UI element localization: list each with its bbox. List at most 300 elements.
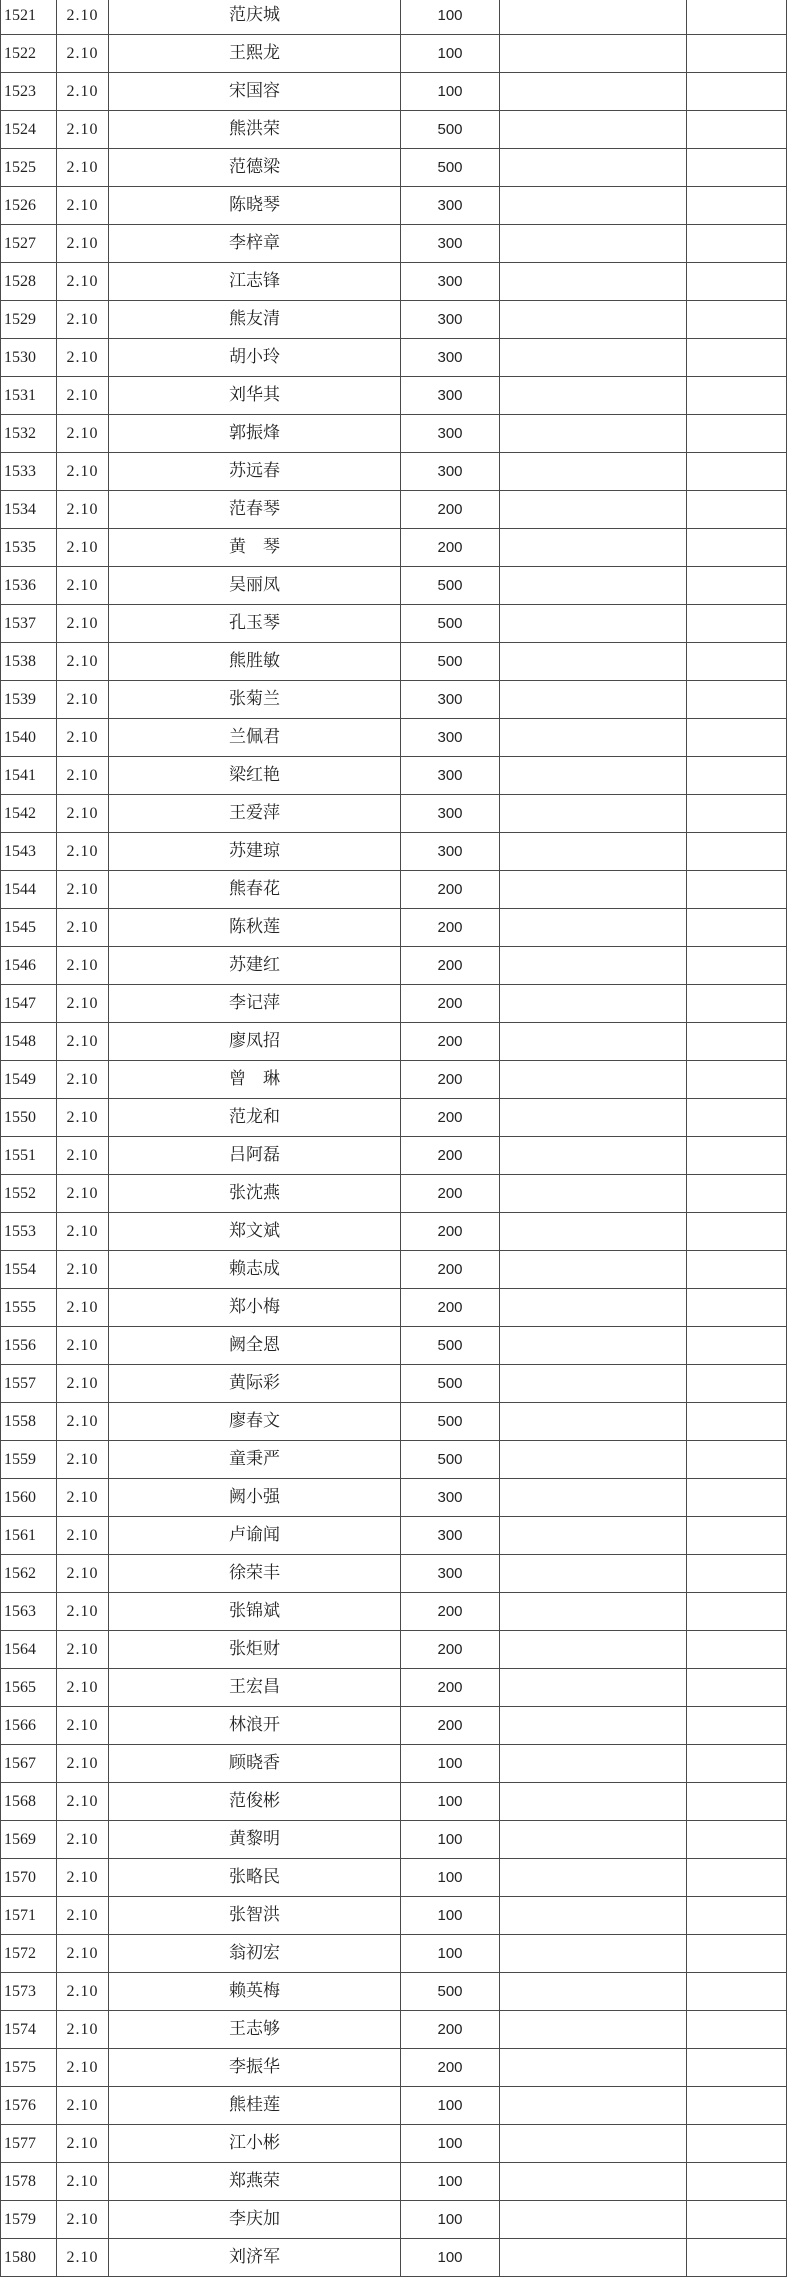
- date-cell: 2.10: [57, 947, 109, 985]
- table-row: [1, 1859, 787, 1897]
- table-row: [1, 111, 787, 149]
- table-row: [1, 1213, 787, 1251]
- row-number-cell: 1546: [1, 947, 57, 985]
- row-number-cell: 1564: [1, 1631, 57, 1669]
- empty-cell: [687, 795, 787, 833]
- table-row: [1, 149, 787, 187]
- row-number-cell: 1574: [1, 2011, 57, 2049]
- amount-cell: 300: [401, 1517, 500, 1555]
- row-number-cell: 1571: [1, 1897, 57, 1935]
- table-row: [1, 909, 787, 947]
- empty-cell: [687, 1707, 787, 1745]
- table-row: [1, 263, 787, 301]
- amount-cell: 100: [401, 1821, 500, 1859]
- date-cell: 2.10: [57, 985, 109, 1023]
- name-cell: 熊洪荣: [109, 111, 401, 149]
- empty-cell: [687, 681, 787, 719]
- date-cell: 2.10: [57, 1061, 109, 1099]
- name-cell: 刘华其: [109, 377, 401, 415]
- amount-cell: 300: [401, 301, 500, 339]
- table-row: [1, 1783, 787, 1821]
- amount-cell: 300: [401, 1479, 500, 1517]
- empty-cell: [500, 833, 687, 871]
- name-cell: 王爱萍: [109, 795, 401, 833]
- name-cell: 阙全恩: [109, 1327, 401, 1365]
- table-row: [1, 1441, 787, 1479]
- empty-cell: [500, 1023, 687, 1061]
- table-row: [1, 605, 787, 643]
- empty-cell: [500, 1707, 687, 1745]
- empty-cell: [687, 1593, 787, 1631]
- row-number-cell: 1543: [1, 833, 57, 871]
- name-cell: 刘济军: [109, 2239, 401, 2277]
- name-cell: 张智洪: [109, 1897, 401, 1935]
- amount-cell: 200: [401, 1175, 500, 1213]
- empty-cell: [500, 681, 687, 719]
- empty-cell: [500, 453, 687, 491]
- amount-cell: 300: [401, 225, 500, 263]
- empty-cell: [500, 339, 687, 377]
- table-row: [1, 1517, 787, 1555]
- date-cell: 2.10: [57, 1023, 109, 1061]
- name-cell: 张菊兰: [109, 681, 401, 719]
- name-cell: 陈晓琴: [109, 187, 401, 225]
- date-cell: 2.10: [57, 2125, 109, 2163]
- date-cell: 2.10: [57, 1137, 109, 1175]
- name-cell: 张锦斌: [109, 1593, 401, 1631]
- empty-cell: [687, 1213, 787, 1251]
- name-cell: 顾晓香: [109, 1745, 401, 1783]
- date-cell: 2.10: [57, 263, 109, 301]
- amount-cell: 200: [401, 1593, 500, 1631]
- empty-cell: [500, 985, 687, 1023]
- table-row: [1, 643, 787, 681]
- date-cell: 2.10: [57, 2087, 109, 2125]
- empty-cell: [500, 2011, 687, 2049]
- amount-cell: 100: [401, 1935, 500, 1973]
- empty-cell: [687, 2163, 787, 2201]
- name-cell: 范龙和: [109, 1099, 401, 1137]
- row-number-cell: 1567: [1, 1745, 57, 1783]
- empty-cell: [687, 1935, 787, 1973]
- row-number-cell: 1559: [1, 1441, 57, 1479]
- table-row: [1, 2125, 787, 2163]
- empty-cell: [687, 567, 787, 605]
- table-row: [1, 567, 787, 605]
- table-row: [1, 1403, 787, 1441]
- empty-cell: [500, 187, 687, 225]
- table-row: [1, 0, 787, 35]
- table-row: [1, 453, 787, 491]
- empty-cell: [687, 1365, 787, 1403]
- empty-cell: [687, 529, 787, 567]
- amount-cell: 100: [401, 2239, 500, 2277]
- name-cell: 范俊彬: [109, 1783, 401, 1821]
- date-cell: 2.10: [57, 1289, 109, 1327]
- amount-cell: 100: [401, 2201, 500, 2239]
- amount-cell: 200: [401, 2049, 500, 2087]
- date-cell: 2.10: [57, 1707, 109, 1745]
- table-row: [1, 1023, 787, 1061]
- amount-cell: 200: [401, 1631, 500, 1669]
- table-row: [1, 871, 787, 909]
- row-number-cell: 1563: [1, 1593, 57, 1631]
- amount-cell: 100: [401, 35, 500, 73]
- empty-cell: [500, 2049, 687, 2087]
- amount-cell: 100: [401, 2163, 500, 2201]
- name-cell: 赖英梅: [109, 1973, 401, 2011]
- date-cell: 2.10: [57, 2239, 109, 2277]
- name-cell: 吴丽凤: [109, 567, 401, 605]
- empty-cell: [500, 1669, 687, 1707]
- empty-cell: [500, 1897, 687, 1935]
- name-cell: 熊桂莲: [109, 2087, 401, 2125]
- empty-cell: [500, 909, 687, 947]
- empty-cell: [687, 1137, 787, 1175]
- table-row: [1, 1099, 787, 1137]
- amount-cell: 200: [401, 1213, 500, 1251]
- amount-cell: 500: [401, 1327, 500, 1365]
- empty-cell: [500, 1365, 687, 1403]
- empty-cell: [687, 2011, 787, 2049]
- empty-cell: [687, 1783, 787, 1821]
- empty-cell: [500, 1251, 687, 1289]
- empty-cell: [687, 605, 787, 643]
- amount-cell: 300: [401, 453, 500, 491]
- empty-cell: [500, 1403, 687, 1441]
- date-cell: 2.10: [57, 187, 109, 225]
- table-row: [1, 377, 787, 415]
- row-number-cell: 1525: [1, 149, 57, 187]
- row-number-cell: 1554: [1, 1251, 57, 1289]
- date-cell: 2.10: [57, 567, 109, 605]
- empty-cell: [687, 2125, 787, 2163]
- row-number-cell: 1547: [1, 985, 57, 1023]
- empty-cell: [500, 871, 687, 909]
- row-number-cell: 1528: [1, 263, 57, 301]
- row-number-cell: 1524: [1, 111, 57, 149]
- empty-cell: [500, 149, 687, 187]
- empty-cell: [687, 1061, 787, 1099]
- row-number-cell: 1522: [1, 35, 57, 73]
- name-cell: 李梓章: [109, 225, 401, 263]
- empty-cell: [500, 1061, 687, 1099]
- row-number-cell: 1566: [1, 1707, 57, 1745]
- date-cell: 2.10: [57, 681, 109, 719]
- table-row: [1, 2087, 787, 2125]
- empty-cell: [500, 1935, 687, 1973]
- table-row: [1, 757, 787, 795]
- row-number-cell: 1538: [1, 643, 57, 681]
- date-cell: 2.10: [57, 1175, 109, 1213]
- name-cell: 苏建红: [109, 947, 401, 985]
- amount-cell: 500: [401, 1403, 500, 1441]
- name-cell: 李记萍: [109, 985, 401, 1023]
- empty-cell: [500, 757, 687, 795]
- date-cell: 2.10: [57, 1479, 109, 1517]
- date-cell: 2.10: [57, 491, 109, 529]
- table-row: [1, 795, 787, 833]
- amount-cell: 200: [401, 985, 500, 1023]
- amount-cell: 200: [401, 871, 500, 909]
- table-row: [1, 1251, 787, 1289]
- table-row: [1, 1137, 787, 1175]
- date-cell: 2.10: [57, 643, 109, 681]
- empty-cell: [500, 795, 687, 833]
- empty-cell: [500, 2125, 687, 2163]
- table-row: [1, 985, 787, 1023]
- name-cell: 王熙龙: [109, 35, 401, 73]
- empty-cell: [687, 833, 787, 871]
- amount-cell: 200: [401, 491, 500, 529]
- name-cell: 曾 琳: [109, 1061, 401, 1099]
- empty-cell: [687, 1289, 787, 1327]
- row-number-cell: 1550: [1, 1099, 57, 1137]
- table-row: [1, 681, 787, 719]
- empty-cell: [500, 2239, 687, 2277]
- table-row: [1, 1479, 787, 1517]
- empty-cell: [500, 1631, 687, 1669]
- date-cell: 2.10: [57, 0, 109, 35]
- empty-cell: [687, 719, 787, 757]
- amount-cell: 200: [401, 909, 500, 947]
- empty-cell: [500, 947, 687, 985]
- empty-cell: [687, 187, 787, 225]
- name-cell: 熊春花: [109, 871, 401, 909]
- empty-cell: [687, 2239, 787, 2277]
- amount-cell: 300: [401, 757, 500, 795]
- empty-cell: [687, 1327, 787, 1365]
- name-cell: 黄际彩: [109, 1365, 401, 1403]
- table-row: [1, 1707, 787, 1745]
- name-cell: 苏远春: [109, 453, 401, 491]
- date-cell: 2.10: [57, 35, 109, 73]
- date-cell: 2.10: [57, 225, 109, 263]
- amount-cell: 200: [401, 1251, 500, 1289]
- name-cell: 江志锋: [109, 263, 401, 301]
- empty-cell: [687, 643, 787, 681]
- amount-cell: 200: [401, 1669, 500, 1707]
- name-cell: 熊友清: [109, 301, 401, 339]
- name-cell: 陈秋莲: [109, 909, 401, 947]
- empty-cell: [500, 111, 687, 149]
- row-number-cell: 1537: [1, 605, 57, 643]
- table-row: [1, 2163, 787, 2201]
- empty-cell: [500, 377, 687, 415]
- date-cell: 2.10: [57, 529, 109, 567]
- table-row: [1, 301, 787, 339]
- table-row: [1, 187, 787, 225]
- table-row: [1, 1821, 787, 1859]
- amount-cell: 300: [401, 377, 500, 415]
- name-cell: 童秉严: [109, 1441, 401, 1479]
- table-row: [1, 947, 787, 985]
- empty-cell: [500, 1099, 687, 1137]
- amount-cell: 200: [401, 529, 500, 567]
- empty-cell: [687, 1517, 787, 1555]
- row-number-cell: 1556: [1, 1327, 57, 1365]
- table-row: [1, 1897, 787, 1935]
- name-cell: 范德梁: [109, 149, 401, 187]
- empty-cell: [687, 985, 787, 1023]
- amount-cell: 300: [401, 1555, 500, 1593]
- empty-cell: [687, 1479, 787, 1517]
- row-number-cell: 1575: [1, 2049, 57, 2087]
- empty-cell: [500, 2087, 687, 2125]
- amount-cell: 200: [401, 1099, 500, 1137]
- table-row: [1, 1745, 787, 1783]
- row-number-cell: 1553: [1, 1213, 57, 1251]
- empty-cell: [687, 225, 787, 263]
- name-cell: 王志够: [109, 2011, 401, 2049]
- name-cell: 范春琴: [109, 491, 401, 529]
- name-cell: 林浪开: [109, 1707, 401, 1745]
- row-number-cell: 1549: [1, 1061, 57, 1099]
- empty-cell: [687, 1631, 787, 1669]
- row-number-cell: 1552: [1, 1175, 57, 1213]
- empty-cell: [500, 1593, 687, 1631]
- amount-cell: 500: [401, 149, 500, 187]
- empty-cell: [500, 1327, 687, 1365]
- row-number-cell: 1569: [1, 1821, 57, 1859]
- row-number-cell: 1580: [1, 2239, 57, 2277]
- empty-cell: [500, 643, 687, 681]
- date-cell: 2.10: [57, 795, 109, 833]
- name-cell: 梁红艳: [109, 757, 401, 795]
- name-cell: 张沈燕: [109, 1175, 401, 1213]
- empty-cell: [687, 263, 787, 301]
- row-number-cell: 1557: [1, 1365, 57, 1403]
- empty-cell: [687, 1821, 787, 1859]
- empty-cell: [687, 909, 787, 947]
- row-number-cell: 1568: [1, 1783, 57, 1821]
- empty-cell: [500, 1555, 687, 1593]
- date-cell: 2.10: [57, 1441, 109, 1479]
- row-number-cell: 1562: [1, 1555, 57, 1593]
- date-cell: 2.10: [57, 149, 109, 187]
- row-number-cell: 1551: [1, 1137, 57, 1175]
- empty-cell: [687, 301, 787, 339]
- name-cell: 李庆加: [109, 2201, 401, 2239]
- date-cell: 2.10: [57, 1935, 109, 1973]
- row-number-cell: 1541: [1, 757, 57, 795]
- amount-cell: 200: [401, 1023, 500, 1061]
- empty-cell: [500, 1783, 687, 1821]
- empty-cell: [500, 263, 687, 301]
- row-number-cell: 1577: [1, 2125, 57, 2163]
- amount-cell: 100: [401, 73, 500, 111]
- empty-cell: [500, 1213, 687, 1251]
- table-row: [1, 1669, 787, 1707]
- name-cell: 兰佩君: [109, 719, 401, 757]
- name-cell: 苏建琼: [109, 833, 401, 871]
- name-cell: 熊胜敏: [109, 643, 401, 681]
- empty-cell: [687, 1403, 787, 1441]
- row-number-cell: 1533: [1, 453, 57, 491]
- empty-cell: [500, 491, 687, 529]
- date-cell: 2.10: [57, 605, 109, 643]
- date-cell: 2.10: [57, 757, 109, 795]
- table-row: [1, 1593, 787, 1631]
- amount-cell: 300: [401, 263, 500, 301]
- name-cell: 宋国容: [109, 73, 401, 111]
- row-number-cell: 1576: [1, 2087, 57, 2125]
- amount-cell: 300: [401, 719, 500, 757]
- row-number-cell: 1532: [1, 415, 57, 453]
- amount-cell: 300: [401, 795, 500, 833]
- amount-cell: 500: [401, 1365, 500, 1403]
- empty-cell: [500, 1859, 687, 1897]
- table-row: [1, 1175, 787, 1213]
- amount-cell: 100: [401, 1745, 500, 1783]
- amount-cell: 100: [401, 1783, 500, 1821]
- table-row: [1, 2239, 787, 2277]
- date-cell: 2.10: [57, 415, 109, 453]
- empty-cell: [687, 0, 787, 35]
- table-row: [1, 225, 787, 263]
- date-cell: 2.10: [57, 2011, 109, 2049]
- empty-cell: [687, 1669, 787, 1707]
- row-number-cell: 1527: [1, 225, 57, 263]
- name-cell: 廖凤招: [109, 1023, 401, 1061]
- table-row: [1, 35, 787, 73]
- date-cell: 2.10: [57, 1897, 109, 1935]
- row-number-cell: 1531: [1, 377, 57, 415]
- date-cell: 2.10: [57, 1555, 109, 1593]
- date-cell: 2.10: [57, 1973, 109, 2011]
- table-row: [1, 2049, 787, 2087]
- amount-cell: 500: [401, 643, 500, 681]
- row-number-cell: 1572: [1, 1935, 57, 1973]
- empty-cell: [687, 947, 787, 985]
- amount-cell: 200: [401, 2011, 500, 2049]
- date-cell: 2.10: [57, 339, 109, 377]
- table-row: [1, 2011, 787, 2049]
- empty-cell: [687, 1441, 787, 1479]
- table-row: [1, 491, 787, 529]
- date-cell: 2.10: [57, 1631, 109, 1669]
- empty-cell: [687, 2049, 787, 2087]
- date-cell: 2.10: [57, 871, 109, 909]
- date-cell: 2.10: [57, 377, 109, 415]
- date-cell: 2.10: [57, 833, 109, 871]
- empty-cell: [687, 491, 787, 529]
- empty-cell: [687, 871, 787, 909]
- empty-cell: [687, 1973, 787, 2011]
- empty-cell: [500, 529, 687, 567]
- amount-cell: 300: [401, 681, 500, 719]
- table-row: [1, 1061, 787, 1099]
- empty-cell: [500, 225, 687, 263]
- empty-cell: [500, 1973, 687, 2011]
- date-cell: 2.10: [57, 1859, 109, 1897]
- empty-cell: [500, 1137, 687, 1175]
- empty-cell: [500, 2163, 687, 2201]
- name-cell: 黄 琴: [109, 529, 401, 567]
- empty-cell: [687, 1555, 787, 1593]
- empty-cell: [687, 1023, 787, 1061]
- row-number-cell: 1534: [1, 491, 57, 529]
- name-cell: 范庆城: [109, 0, 401, 35]
- amount-cell: 300: [401, 187, 500, 225]
- name-cell: 翁初宏: [109, 1935, 401, 1973]
- name-cell: 卢谕闻: [109, 1517, 401, 1555]
- date-cell: 2.10: [57, 1099, 109, 1137]
- table-row: [1, 833, 787, 871]
- empty-cell: [687, 1099, 787, 1137]
- empty-cell: [687, 1175, 787, 1213]
- name-cell: 黄黎明: [109, 1821, 401, 1859]
